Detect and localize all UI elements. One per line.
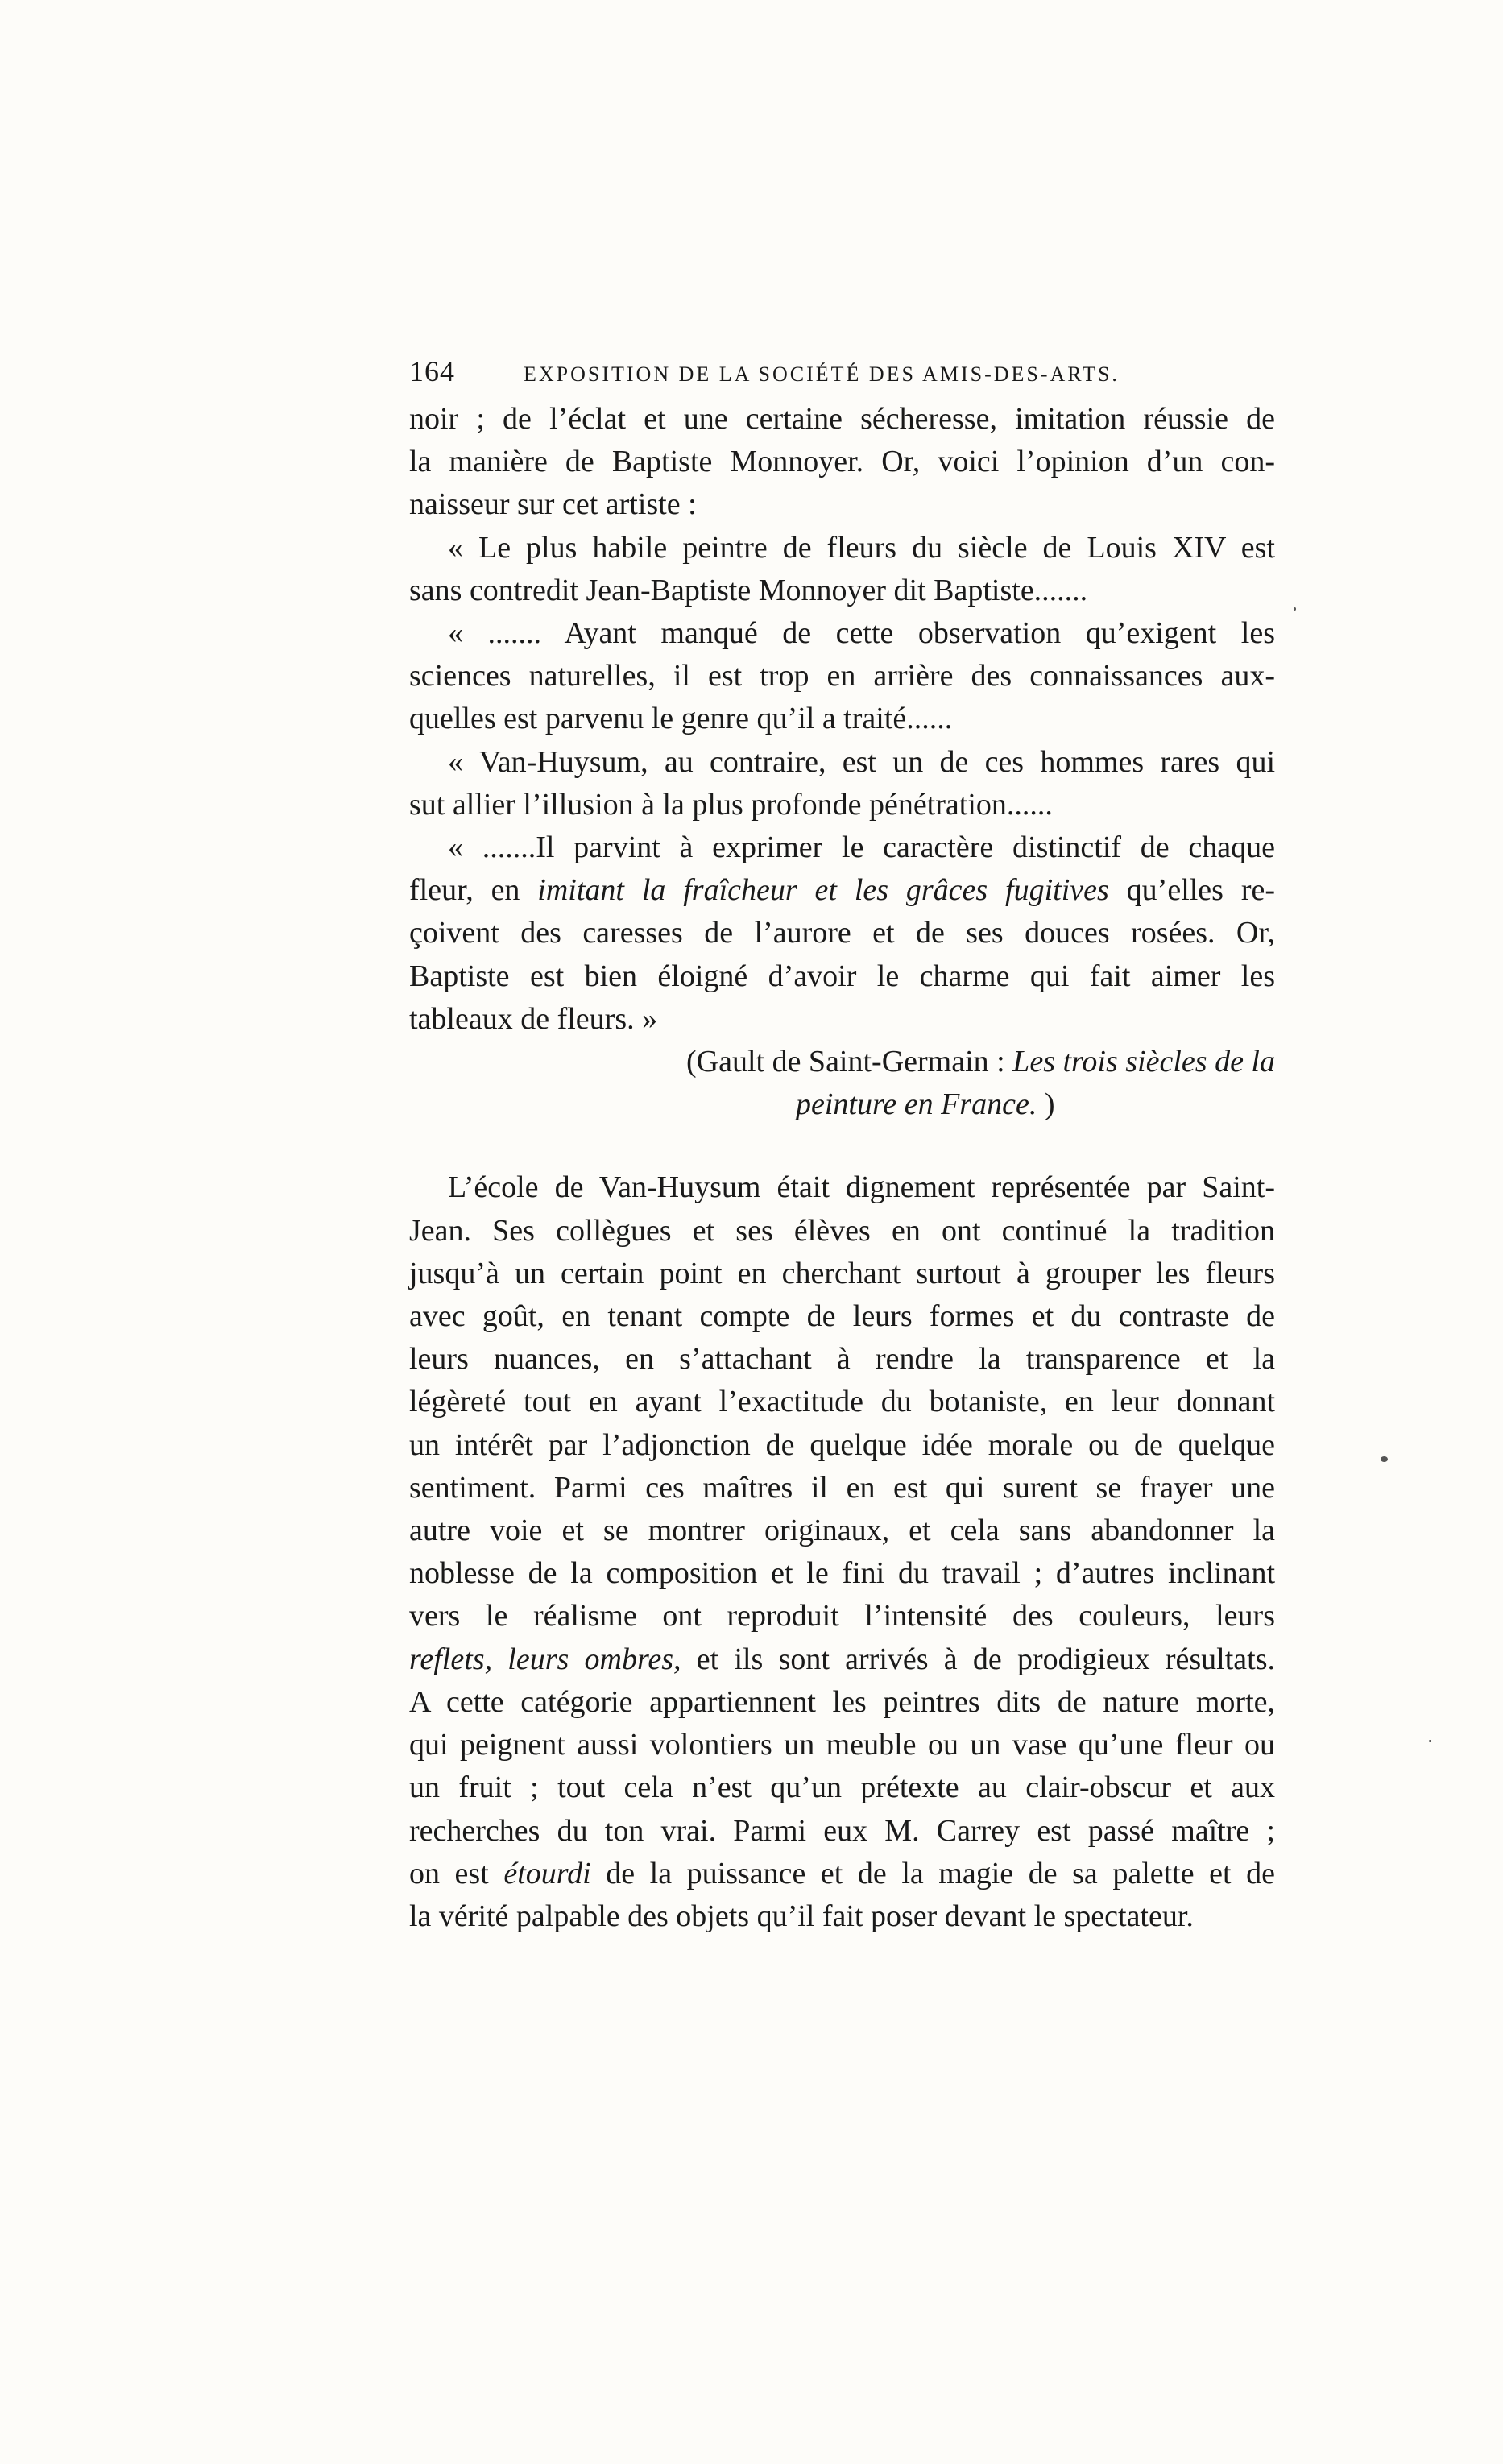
text-line: « .......Il parvint à exprimer le caractère distinctif de chaque bbox=[448, 830, 1275, 865]
text-line bbox=[409, 1853, 1275, 1895]
text-line: jusqu’à un certain point en cherchant surtout à grouper les fleurs bbox=[409, 1256, 1275, 1290]
quotation-block bbox=[409, 398, 1275, 1126]
citation-line bbox=[409, 1083, 1275, 1126]
book-page bbox=[409, 354, 1275, 1938]
text-line: « Le plus habile peintre de fleurs du siècle de Louis XIV est bbox=[448, 530, 1275, 565]
text-line: çoivent des caresses de l’aurore et de ses douces rosées. Or, bbox=[409, 916, 1275, 950]
body-paragraph bbox=[409, 1166, 1275, 1938]
text-line: légèreté tout en ayant l’exactitude du botaniste, en leur donnant bbox=[409, 1385, 1275, 1419]
text-line: Baptiste est bien éloigné d’avoir le charme qui fait aimer les bbox=[409, 959, 1275, 993]
citation-close: ) bbox=[1044, 1087, 1055, 1122]
paper-speck bbox=[1294, 607, 1296, 611]
citation-author: (Gault de Saint-Germain : bbox=[685, 1045, 1005, 1079]
italic-fragment: imitant la fraîcheur et les grâces fugitives bbox=[537, 873, 1109, 908]
running-head bbox=[409, 354, 1275, 395]
text-line: sans contredit Jean-Baptiste Monnoyer dit Baptiste....... bbox=[409, 573, 1088, 607]
text-line bbox=[409, 869, 1275, 912]
paragraph-gap bbox=[409, 1126, 1275, 1166]
italic-fragment: étourdi bbox=[503, 1856, 591, 1890]
text-line: A cette catégorie appartiennent les peintres dits de nature morte, bbox=[409, 1684, 1275, 1719]
text-line: tableaux de fleurs. » bbox=[409, 1001, 658, 1036]
text-line: la manière de Baptiste Monnoyer. Or, voici l’opinion d’un con- bbox=[409, 445, 1275, 479]
citation-line bbox=[409, 1041, 1275, 1083]
text-fragment: de la puissance et de la magie de sa palette et de bbox=[606, 1856, 1276, 1890]
text-line: un intérêt par l’adjonction de quelque idée morale ou de quelque bbox=[409, 1427, 1275, 1462]
text-line: Jean. Ses collègues et ses élèves en ont continué la tradition bbox=[409, 1213, 1275, 1248]
paper-speck bbox=[1429, 1740, 1431, 1742]
text-line: sentiment. Parmi ces maîtres il en est qui surent se frayer une bbox=[409, 1470, 1275, 1505]
text-line: naisseur sur cet artiste : bbox=[409, 487, 697, 522]
page-number: 164 bbox=[409, 355, 455, 387]
text-line bbox=[409, 1638, 1275, 1681]
text-line: « Van-Huysum, au contraire, est un de ces hommes rares qui bbox=[448, 744, 1275, 779]
text-line: autre voie et se montrer originaux, et cela sans abandonner la bbox=[409, 1514, 1275, 1548]
text-line: sciences naturelles, il est trop en arrière des connaissances aux- bbox=[409, 659, 1275, 694]
paper-speck bbox=[1381, 1456, 1388, 1462]
text-fragment: on est bbox=[409, 1856, 489, 1890]
running-title: EXPOSITION DE LA SOCIÉTÉ DES AMIS-DES-ARTS. bbox=[524, 362, 1120, 386]
text-line: un fruit ; tout cela n’est qu’un prétexte au clair-obscur et aux bbox=[409, 1770, 1275, 1805]
text-line: qui peignent aussi volontiers un meuble ou un vase qu’une fleur ou bbox=[409, 1728, 1275, 1762]
text-fragment: qu’elles re- bbox=[1126, 873, 1275, 908]
text-line: sut allier l’illusion à la plus profonde pénétration...... bbox=[409, 787, 1053, 822]
text-line: noblesse de la composition et le fini du travail ; d’autres inclinant bbox=[409, 1556, 1275, 1591]
citation-title: peinture en France. bbox=[796, 1087, 1037, 1122]
text-fragment: fleur, en bbox=[409, 873, 520, 908]
text-line: « ....... Ayant manqué de cette observation qu’exigent les bbox=[448, 616, 1275, 651]
text-line: la vérité palpable des objets qu’il fait poser devant le spectateur. bbox=[409, 1899, 1194, 1933]
text-fragment: et ils sont arrivés à de prodigieux résultats. bbox=[696, 1642, 1276, 1676]
text-line: noir ; de l’éclat et une certaine sécheresse, imitation réussie de bbox=[409, 402, 1275, 436]
text-line: avec goût, en tenant compte de leurs formes et du contraste de bbox=[409, 1299, 1275, 1334]
text-line: L’école de Van-Huysum était dignement représentée par Saint- bbox=[448, 1170, 1275, 1205]
citation-title: Les trois siècles de la bbox=[1012, 1045, 1275, 1079]
text-line: recherches du ton vrai. Parmi eux M. Carrey est passé maître ; bbox=[409, 1813, 1275, 1848]
text-line: quelles est parvenu le genre qu’il a traité...... bbox=[409, 702, 953, 736]
text-line: vers le réalisme ont reproduit l’intensité des couleurs, leurs bbox=[409, 1599, 1275, 1634]
text-line: leurs nuances, en s’attachant à rendre la transparence et la bbox=[409, 1342, 1275, 1377]
italic-fragment: reflets, leurs ombres, bbox=[409, 1642, 681, 1676]
